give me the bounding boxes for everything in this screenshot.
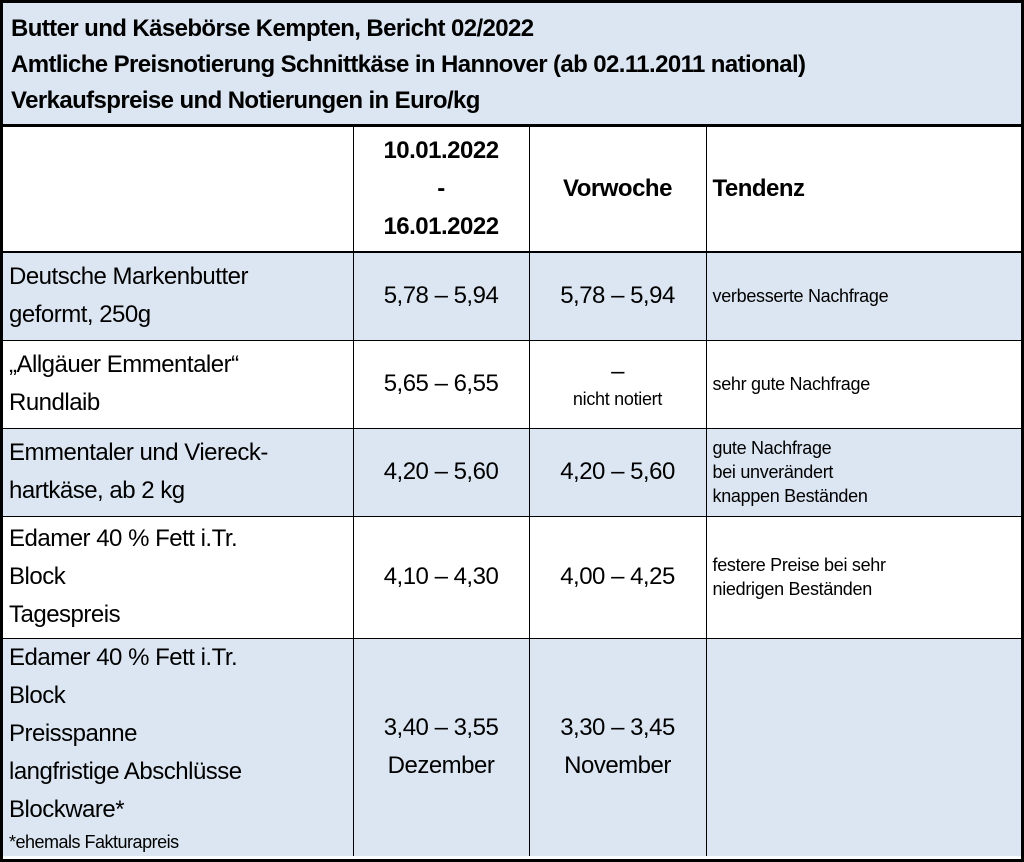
product-cell [3,638,353,856]
table-row [3,516,1021,638]
previous-price: 4,00 – 4,25 [529,516,706,638]
product-line: „Allgäuer Emmentaler“ [9,351,239,378]
previous-price [529,340,706,428]
trend-line: sehr gute Nachfrage [712,374,870,394]
current-price: 5,65 – 6,55 [353,340,529,428]
current-price: 4,20 – 5,60 [353,428,529,516]
product-line: Tagespreis [9,601,121,628]
period-end: 16.01.2022 [383,213,499,240]
previous-dash: – [611,358,624,385]
table-row [3,340,1021,428]
trend-cell [706,428,1021,516]
report-title [3,3,1021,127]
previous-price: 4,20 – 5,60 [529,428,706,516]
price-range: 3,40 – 3,55 [383,714,499,742]
price-table [3,127,1021,856]
trend-line: knappen Beständen [712,486,868,506]
table-row [3,638,1021,856]
product-line: Deutsche Markenbutter [9,263,248,291]
product-line: Preisspanne [9,720,137,748]
previous-note: nicht notiert [572,389,663,409]
product-line: Rundlaib [9,389,100,416]
trend-cell [706,638,1021,856]
trend-line: niedrigen Beständen [712,579,872,599]
previous-price: 5,78 – 5,94 [529,252,706,340]
product-line: Emmentaler und Viereck- [9,439,268,466]
product-line: geformt, 250g [9,301,151,329]
title-line-3: Verkaufspreise und Notierungen in Euro/kg [11,87,480,114]
product-cell [3,252,353,340]
product-line: hartkäse, ab 2 kg [9,477,185,504]
price-range: 3,30 – 3,45 [560,714,675,742]
trend-line: verbesserte Nachfrage [712,286,889,307]
product-cell [3,428,353,516]
current-price [353,638,529,856]
trend-line: festere Preise bei sehr [712,555,886,575]
title-line-1: Butter und Käsebörse Kempten, Bericht 02/2022 [11,15,534,42]
header-row [3,127,1021,252]
trend-cell [706,252,1021,340]
header-empty [3,127,353,252]
product-line: Blockware* [9,796,125,824]
product-line: Edamer 40 % Fett i.Tr. [9,644,238,672]
trend-cell [706,340,1021,428]
header-trend: Tendenz [706,127,1021,252]
current-price: 5,78 – 5,94 [353,252,529,340]
trend-cell [706,516,1021,638]
previous-price [529,638,706,856]
period-sep: - [437,175,445,202]
current-price: 4,10 – 4,30 [353,516,529,638]
trend-line: gute Nachfrage [712,438,832,458]
footnote: *ehemals Fakturapreis [9,832,179,853]
product-line: Block [9,563,66,590]
table-row [3,252,1021,340]
table-row [3,428,1021,516]
period-start: 10.01.2022 [383,137,499,164]
price-month: Dezember [387,752,495,780]
title-line-2: Amtliche Preisnotierung Schnittkäse in Hannover (ab 02.11.2011 national) [11,51,806,78]
product-line: langfristige Abschlüsse [9,758,242,786]
price-month: November [564,752,671,780]
product-line: Block [9,682,66,710]
product-cell [3,516,353,638]
header-period [353,127,529,252]
trend-line: bei unverändert [712,462,834,482]
header-previous: Vorwoche [529,127,706,252]
product-cell [3,340,353,428]
product-line: Edamer 40 % Fett i.Tr. [9,525,238,552]
